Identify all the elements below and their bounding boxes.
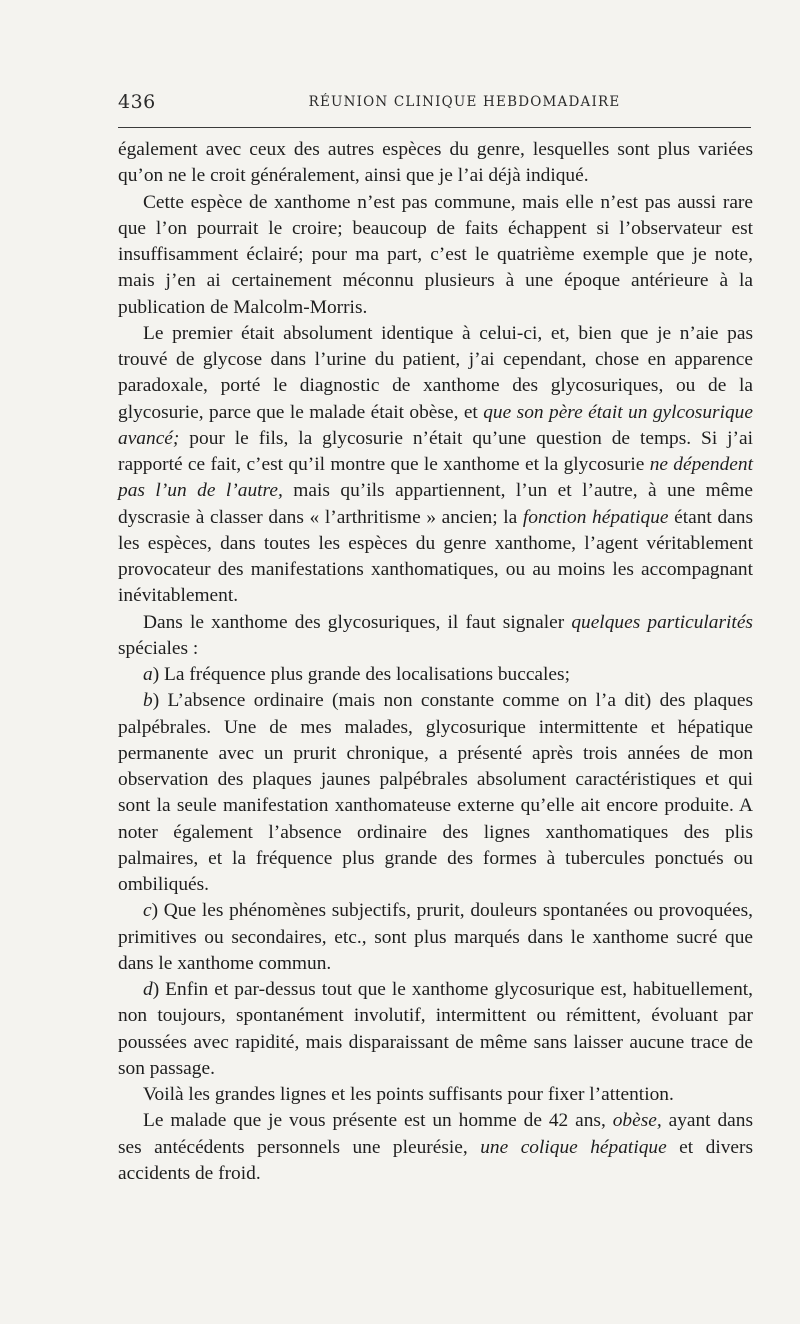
header-rule: [118, 127, 751, 128]
paragraph-text: mais qu’ils appartiennent, l’un et l’autre, à une même dyscrasie à classer dans « l’arthritisme » ancien; la: [118, 480, 753, 528]
italic-text: obèse,: [612, 1110, 662, 1132]
paragraph: [118, 977, 753, 1082]
paragraph-text: ) L’absence ordinaire (mais non constante comme on l’a dit) des plaques palpébrales. Une de mes malades, glycosurique intermittente et hépatique permanente avec un prurit chronique, a présenté après trois années de mon observation des plaques jaunes palpébrales absolument caractéristiques et qui sont la seule manifestation xanthomateuse externe qu’elle ait encore produite. A noter également l’absence ordinaire des lignes xanthomatiques des plis palmaires, et la fréquence plus grande des formes à tubercules ponctués ou ombiliqués.: [118, 690, 753, 895]
italic-text: a: [143, 664, 153, 685]
paragraph-text: Dans le xanthome des glycosuriques, il faut signaler: [143, 611, 572, 633]
paragraph: [118, 1082, 753, 1108]
paragraph: [118, 898, 753, 977]
paragraph-text: et divers accidents de froid.: [118, 1136, 754, 1184]
paragraph: [118, 137, 753, 190]
italic-text: d: [143, 979, 153, 1000]
paragraph: [118, 321, 753, 610]
paragraph-text: pour le fils, la glycosurie n’était qu’une question de temps. Si j’ai rapporté ce fait, c’est qu’il montre que le xanthome et la glycosurie: [118, 427, 753, 475]
italic-text: b: [143, 690, 153, 712]
paragraph: [118, 688, 753, 898]
paragraph: [118, 1108, 753, 1187]
paragraph-text: Voilà les grandes lignes et les points suffisants pour fixer l’attention.: [143, 1084, 674, 1105]
page-number: 436: [118, 91, 156, 113]
paragraph-text: également avec ceux des autres espèces du genre, lesquelles sont plus variées qu’on ne le croit généralement, ainsi que je l’ai déjà indiqué.: [118, 139, 753, 187]
paragraph-text: Le premier était absolument identique à celui-ci, et, bien que je n’aie pas trouvé de glycose dans l’urine du patient, j’ai cependant, chose en apparence paradoxale, porté le diagnostic de xanthome des glycosuriques, ou de la glycosurie, parce que le malade était obèse, et: [118, 322, 753, 423]
paragraph: [118, 190, 753, 321]
paragraph-text: ) La fréquence plus grande des localisations buccales;: [152, 664, 570, 685]
italic-text: quelques particularités: [571, 611, 753, 633]
italic-text: ne dépendent pas l’un de l’autre,: [118, 454, 753, 502]
running-header: [118, 91, 751, 117]
paragraph-text: Le malade que je vous présente est un homme de 42 ans,: [143, 1110, 613, 1132]
paragraph: [118, 662, 753, 688]
body-text: [118, 137, 753, 1187]
running-title: RÉUNION CLINIQUE HEBDOMADAIRE: [308, 94, 621, 110]
italic-text: que son père était un gylcosurique avancé;: [118, 401, 753, 449]
paragraph-text: ) Enfin et par-dessus tout que le xanthome glycosurique est, habituellement, non toujours, spontanément involutif, intermittent ou rémittent, évoluant par poussées avec rapidité, mais disparaissant de même sans laisser aucune trace de son passage.: [118, 979, 753, 1079]
paragraph-text: Cette espèce de xanthome n’est pas commune, mais elle n’est pas aussi rare que l’on pourrait le croire; beaucoup de faits échappent si l’observateur est insuffisamment éclairé; pour ma part, c’est le quatrième exemple que je note, mais j’en ai certainement méconnu plusieurs à une époque antérieure à la publication de Malcolm-Morris.: [118, 191, 753, 318]
paragraph-text: spéciales :: [118, 637, 199, 659]
paragraph: [118, 610, 753, 663]
paragraph-text: ) Que les phénomènes subjectifs, prurit, douleurs spontanées ou provoquées, primitives ou secondaires, etc., sont plus marqués dans le xanthome sucré que dans le xanthome commun.: [118, 900, 753, 974]
paragraph-text: étant dans les espèces, dans toutes les espèces du genre xanthome, l’agent véritablement provocateur des manifestations xanthomatiques, ou au moins les accompagnant inévitablement.: [118, 506, 753, 607]
italic-text: une colique hépatique: [480, 1136, 667, 1158]
paragraph-text: ayant dans ses antécédents personnels une pleurésie,: [118, 1110, 753, 1158]
italic-text: fonction hépatique: [522, 506, 669, 528]
italic-text: c: [143, 900, 152, 922]
